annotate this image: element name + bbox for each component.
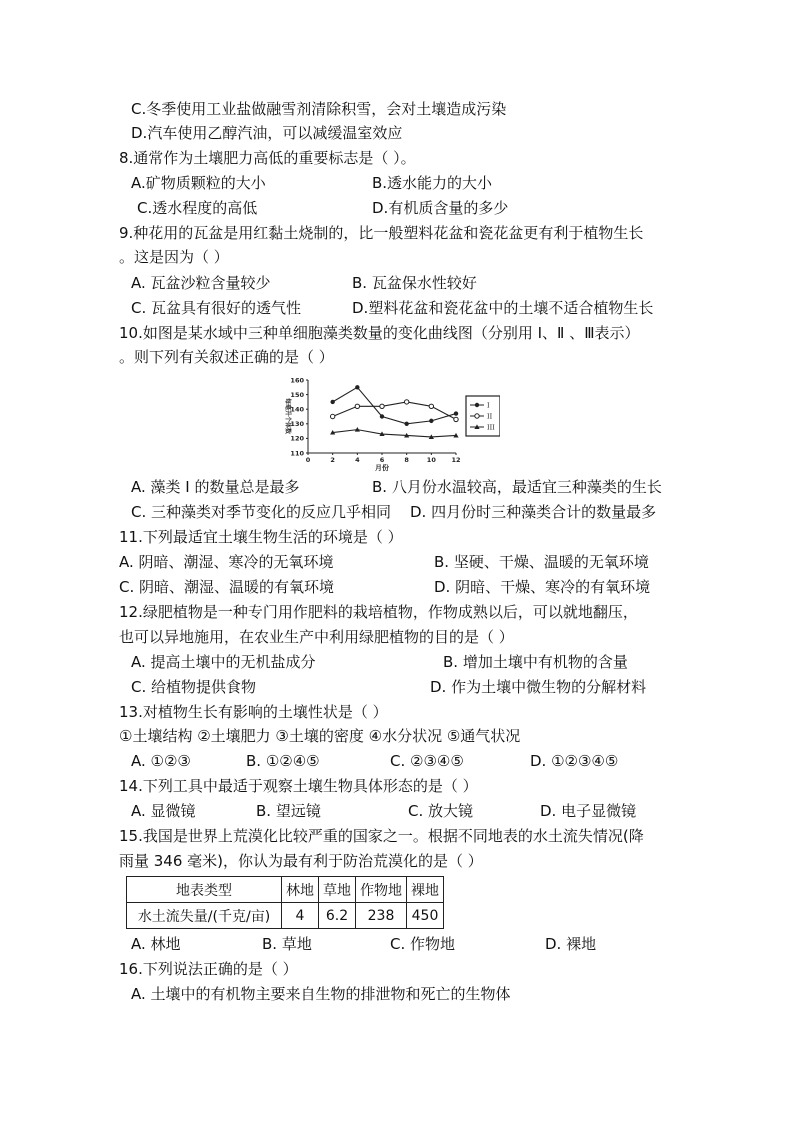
x-axis-label: 月份 xyxy=(375,464,389,472)
q11-option-d: D. 阴暗、干燥、寒冷的有氧环境 xyxy=(434,578,651,596)
q7-option-c: C.冬季使用工业盐做融雪剂清除积雪，会对土壤造成污染 xyxy=(131,100,507,118)
series-line-2 xyxy=(333,402,456,420)
q8-option-d: D.有机质含量的多少 xyxy=(372,199,509,217)
q9-option-b: B. 瓦盆保水性较好 xyxy=(352,274,477,292)
data-point xyxy=(454,417,458,421)
q12-option-c: C. 给植物提供食物 xyxy=(131,678,257,696)
q15-option-a: A. 林地 xyxy=(131,935,181,953)
x-tick-label: 6 xyxy=(379,456,385,464)
data-point xyxy=(454,411,458,415)
q14-option-b: B. 望远镜 xyxy=(256,802,321,820)
data-point xyxy=(380,414,384,418)
q12-option-b: B. 增加土壤中有机物的含量 xyxy=(443,653,628,671)
q9-option-c: C. 瓦盆具有很好的透气性 xyxy=(131,299,302,317)
y-tick-label: 140 xyxy=(290,405,304,414)
y-tick-label: 110 xyxy=(290,449,304,458)
x-tick-label: 10 xyxy=(426,456,436,464)
q16-stem: 16.下列说法正确的是（ ） xyxy=(119,960,298,978)
q13-option-d: D. ①②③④⑤ xyxy=(530,752,619,770)
q13-properties: ①土壤结构 ②土壤肥力 ③土壤的密度 ④水分状况 ⑤通气状况 xyxy=(119,727,521,745)
algae-count-line-chart xyxy=(278,374,500,474)
soil-loss-table xyxy=(126,876,444,929)
x-tick-label: 2 xyxy=(330,456,335,464)
table-header-cell: 裸地 xyxy=(407,877,444,903)
table-header-cell: 草地 xyxy=(319,877,356,903)
table-cell: 450 xyxy=(407,903,444,929)
q12-stem-line2: 也可以异地施用，在农业生产中利用绿肥植物的目的是（ ） xyxy=(119,628,514,646)
q11-option-c: C. 阴暗、潮湿、温暖的有氧环境 xyxy=(119,578,335,596)
q10-option-b: B. 八月份水温较高，最适宜三种藻类的生长 xyxy=(372,478,662,496)
q15-stem-line1: 15.我国是世界上荒漠化比较严重的国家之一。根据不同地表的水土流失情况(降 xyxy=(119,827,644,845)
q10-stem-line1: 10.如图是某水域中三种单细胞藻类数量的变化曲线图（分别用 I、Ⅱ 、Ⅲ表示） xyxy=(119,324,640,342)
q10-option-c: C. 三种藻类对季节变化的反应几乎相同 xyxy=(131,503,392,521)
data-point xyxy=(355,404,359,408)
table-header-cell: 地表类型 xyxy=(127,877,282,903)
x-tick-label: 12 xyxy=(451,456,461,464)
data-point xyxy=(429,419,433,423)
table-row xyxy=(127,903,444,929)
q13-option-c: C. ②③④⑤ xyxy=(390,752,464,770)
q9-option-d: D.塑料花盆和瓷花盆中的土壤不适合植物生长 xyxy=(352,299,654,317)
q7-option-d: D.汽车使用乙醇汽油，可以减缓温室效应 xyxy=(131,124,403,142)
table-cell: 238 xyxy=(356,903,407,929)
q10-option-d: D. 四月份时三种藻类合计的数量最多 xyxy=(410,503,657,521)
q13-option-b: B. ①②④⑤ xyxy=(246,752,320,770)
data-point xyxy=(330,414,334,418)
legend-marker xyxy=(475,414,479,418)
q8-option-c: C.透水程度的高低 xyxy=(137,199,258,217)
q15-option-c: C. 作物地 xyxy=(390,935,456,953)
q15-option-b: B. 草地 xyxy=(262,935,312,953)
y-tick-label: 150 xyxy=(290,390,304,399)
legend-label: I xyxy=(487,401,490,410)
data-point xyxy=(429,404,433,408)
data-point xyxy=(355,385,359,389)
q15-option-d: D. 裸地 xyxy=(545,935,597,953)
q11-option-a: A. 阴暗、潮湿、寒冷的无氧环境 xyxy=(119,553,334,571)
q9-option-a: A. 瓦盆沙粒含量较少 xyxy=(131,274,271,292)
q8-option-a: A.矿物质颗粒的大小 xyxy=(131,174,266,192)
table-header-cell: 作物地 xyxy=(356,877,407,903)
q12-stem-line1: 12.绿肥植物是一种专门用作肥料的栽培植物，作物成熟以后，可以就地翻压， xyxy=(119,603,638,621)
q9-stem-line1: 9.种花用的瓦盆是用红黏土烧制的，比一般塑料花盆和瓷花盆更有利于植物生长 xyxy=(119,224,644,242)
series-line-3 xyxy=(333,430,456,437)
q10-option-a: A. 藻类 I 的数量总是最多 xyxy=(131,478,300,496)
q10-stem-line2: 。则下列有关叙述正确的是（ ） xyxy=(119,348,334,366)
legend-label: II xyxy=(487,412,493,421)
q12-option-a: A. 提高土壤中的无机盐成分 xyxy=(131,653,316,671)
y-tick-label: 160 xyxy=(290,376,304,385)
q13-option-a: A. ①②③ xyxy=(131,752,191,770)
series-line-1 xyxy=(333,387,456,424)
q13-stem: 13.对植物生长有影响的土壤性状是（ ） xyxy=(119,703,388,721)
q15-stem-line2: 雨量 346 毫米)，你认为最有利于防治荒漠化的是（ ） xyxy=(119,852,483,870)
y-tick-label: 120 xyxy=(290,434,304,443)
data-point xyxy=(404,422,408,426)
legend-marker xyxy=(475,403,479,407)
data-point xyxy=(380,404,384,408)
q14-option-a: A. 显微镜 xyxy=(131,802,196,820)
q14-stem: 14.下列工具中最适于观察土壤生物具体形态的是（ ） xyxy=(119,777,478,795)
q8-option-b: B.透水能力的大小 xyxy=(372,174,493,192)
chart-legend xyxy=(466,396,500,436)
table-header-row xyxy=(127,877,444,903)
q11-option-b: B. 坚硬、干燥、温暖的无氧环境 xyxy=(434,553,649,571)
data-point xyxy=(330,400,334,404)
x-tick-label: 4 xyxy=(355,456,360,464)
table-row-label: 水土流失量/(千克/亩) xyxy=(127,903,282,929)
table-cell: 6.2 xyxy=(319,903,356,929)
data-point xyxy=(404,400,408,404)
q14-option-c: C. 放大镜 xyxy=(408,802,474,820)
q16-option-a: A. 土壤中的有机物主要来自生物的排泄物和死亡的生物体 xyxy=(131,985,511,1003)
q12-option-d: D. 作为土壤中微生物的分解材料 xyxy=(430,678,647,696)
y-axis-label: 每毫升个体数 xyxy=(284,397,291,435)
q11-stem: 11.下列最适宜土壤生物生活的环境是（ ） xyxy=(119,528,403,546)
x-tick-label: 8 xyxy=(404,456,409,464)
q14-option-d: D. 电子显微镜 xyxy=(540,802,637,820)
x-tick-label: 0 xyxy=(305,456,311,464)
table-cell: 4 xyxy=(282,903,319,929)
q8-stem: 8.通常作为土壤肥力高低的重要标志是（ ）。 xyxy=(119,149,416,167)
legend-label: III xyxy=(487,423,495,432)
y-tick-label: 130 xyxy=(290,420,304,429)
q9-stem-line2: 。这是因为（ ） xyxy=(119,248,229,266)
table-header-cell: 林地 xyxy=(282,877,319,903)
